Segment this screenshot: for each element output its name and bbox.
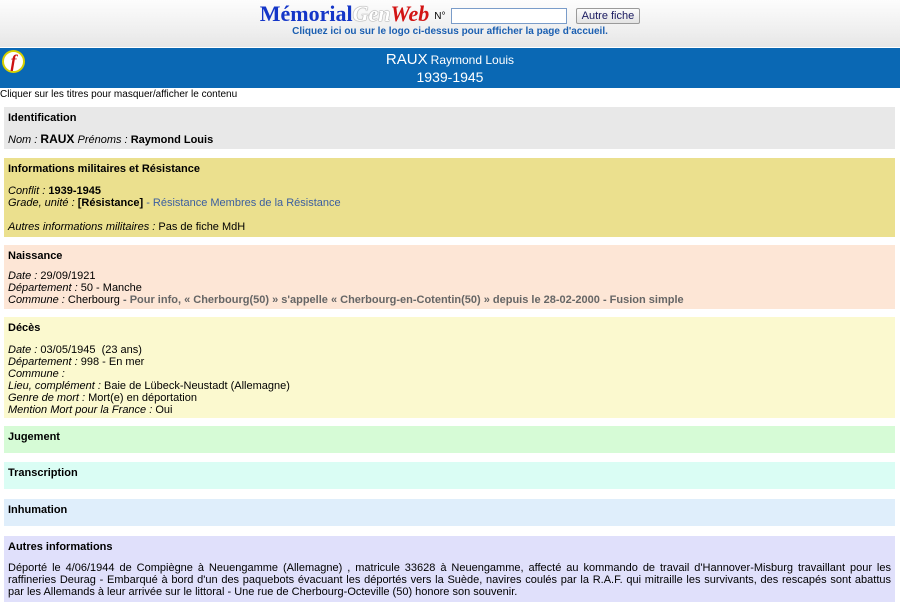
section-inhumation: [4, 499, 895, 526]
deces-genre: Mort(e) en déportation: [88, 392, 197, 404]
deces-departement: 998 - En mer: [80, 356, 145, 368]
section-identification: [4, 107, 895, 149]
section-title-deces[interactable]: Décès: [8, 322, 41, 334]
toggle-hint[interactable]: Cliquer sur les titres pour masquer/afficher le contenu: [0, 89, 238, 100]
naissance-commune: Cherbourg: [67, 294, 120, 306]
naissance-body: Date : 29/09/1921 Département : 50 - Manche Commune : Cherbourg - Pour info, « Cherbourg(50) » s'appelle « Cherbourg-en-Cotentin(50) » depuis le 28-02-2000 - Fusion simple: [8, 270, 684, 306]
deces-body: Date : 03/05/1945 (23 ans) Département : 998 - En mer Commune : Lieu, complément : Baie de Lübeck-Neustadt (Allemagne) Genre de mort : Mort(e) en déportation Mention Mort pour la France : Oui: [8, 344, 290, 416]
person-surname: RAUX: [385, 51, 428, 68]
naissance-date: 29/09/1921: [40, 270, 96, 282]
resistance-link[interactable]: - Résistance Membres de la Résistance: [146, 197, 341, 209]
section-title-naissance[interactable]: Naissance: [8, 250, 63, 262]
section-transcription: [4, 462, 895, 489]
commune-info: - Pour info, « Cherbourg(50) » s'appelle « Cherbourg-en-Cotentin(50) » depuis le 28-02-2000 - Fusion simple: [122, 294, 684, 306]
section-jugement: [4, 426, 895, 453]
section-autres-informations: [4, 536, 895, 602]
naissance-departement: 50 - Manche: [80, 282, 142, 294]
militaire-autres: Pas de fiche MdH: [158, 221, 246, 233]
deces-lieu: Baie de Lübeck-Neustadt (Allemagne): [104, 380, 290, 392]
section-title-transcription[interactable]: Transcription: [8, 467, 78, 479]
logo-row: [0, 2, 900, 26]
autre-fiche-button[interactable]: Autre fiche: [576, 8, 641, 24]
section-deces: [4, 317, 895, 418]
section-naissance: [4, 245, 895, 309]
home-link[interactable]: Cliquez ici ou sur le logo ci-dessus pour afficher la page d'accueil.: [292, 26, 608, 37]
person-name: [0, 51, 900, 68]
section-title-militaire[interactable]: Informations militaires et Résistance: [8, 163, 200, 175]
section-militaire: [4, 158, 895, 237]
militaire-conflit: 1939-1945: [48, 185, 101, 197]
top-header: [0, 0, 900, 47]
autres-informations-text: Déporté le 4/06/1944 de Compiègne à Neuengamme (Allemagne) , matricule 33628 à Neuengamme, affecté au kommando de travail d'Hannover-Misburg travaillant pour les raffineries Deurag - Embarqué à bord d'un des paquebots évacuant les déportés vers la Suède, navires coulés par la R.A.F. qui mitraille les survivants, des rescapés sont abattus par les Allemands à leur arrivée sur le littoral - Une rue de Cherbourg-Octeville (50) honore son souvenir.: [8, 562, 891, 598]
section-title-identification[interactable]: Identification: [8, 112, 77, 124]
militaire-grade: [Résistance]: [77, 197, 144, 209]
deces-date: 03/05/1945 (23 ans): [40, 344, 142, 356]
militaire-body: Conflit : 1939-1945 Grade, unité : [Résistance] - Résistance Membres de la Résistance Autres informations militaires : Pas de fiche MdH: [8, 185, 341, 233]
identification-prenoms: Raymond Louis: [130, 134, 214, 146]
french-flag-icon[interactable]: f: [2, 50, 25, 73]
identification-body: Nom : RAUX Prénoms : Raymond Louis: [8, 132, 214, 146]
memorialgenweb-logo[interactable]: MémorialGenWeb: [259, 1, 430, 26]
fiche-number-input[interactable]: [451, 8, 567, 24]
identification-nom: RAUX: [40, 132, 75, 146]
person-firstnames: Raymond Louis: [430, 53, 515, 67]
deces-mention: Oui: [155, 404, 173, 416]
section-title-jugement[interactable]: Jugement: [8, 431, 60, 443]
section-title-inhumation[interactable]: Inhumation: [8, 504, 68, 516]
person-title-bar: [0, 48, 900, 88]
section-title-autres[interactable]: Autres informations: [8, 541, 113, 553]
conflict-years: 1939-1945: [416, 69, 484, 85]
numero-label: N°: [434, 10, 446, 22]
